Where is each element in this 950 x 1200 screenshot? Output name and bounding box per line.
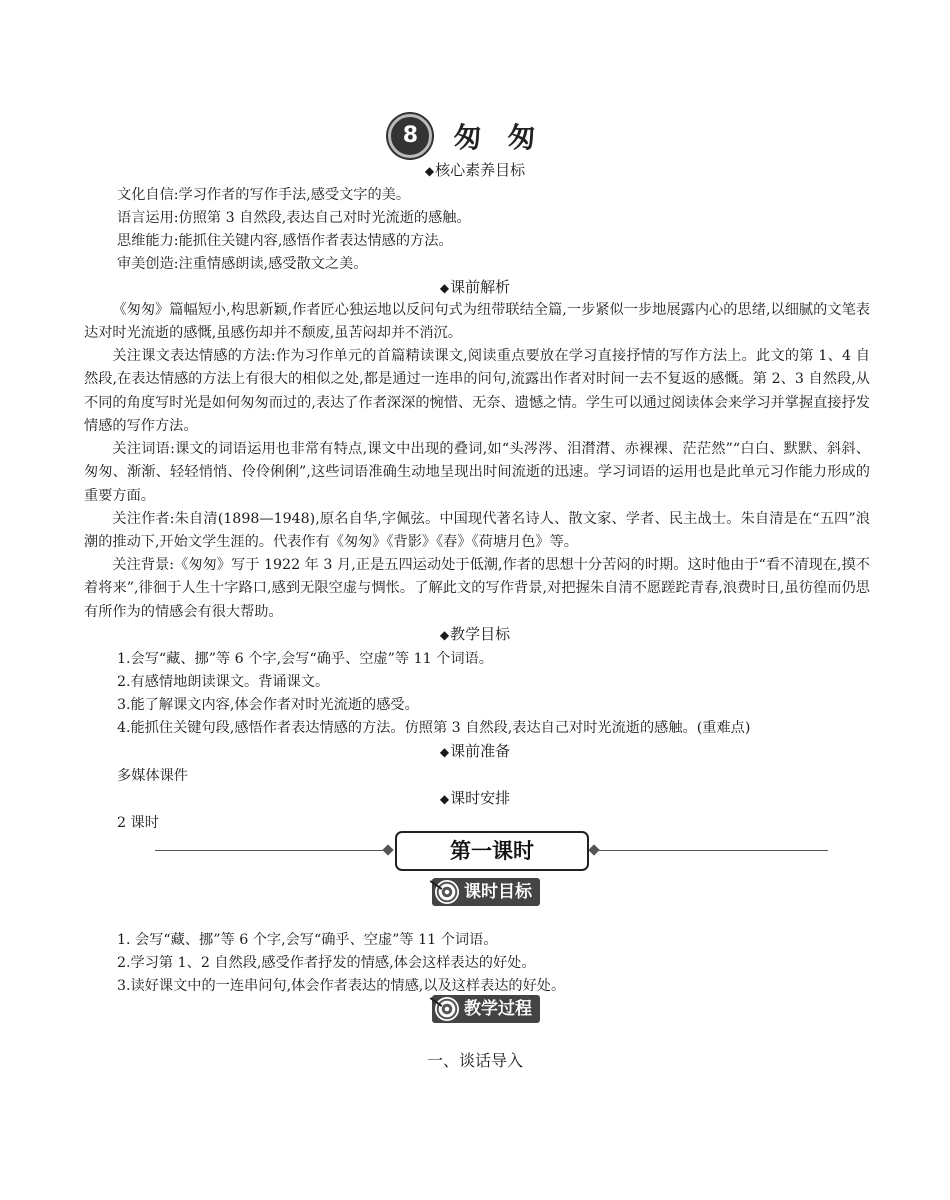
prep-heading: ◆课前准备: [439, 742, 511, 760]
period-goal-2: 2.学习第 1、2 自然段,感受作者抒发的情感,体会这样表达的好处。: [117, 955, 536, 971]
diamond-icon: ◆: [439, 628, 450, 642]
period-goal-1: 1. 会写“藏、挪”等 6 个字,会写“确乎、空虚”等 11 个词语。: [117, 932, 498, 948]
lesson-header: [0, 114, 950, 158]
analysis-paragraph-3: 关注词语:课文的词语运用也非常有特点,课文中出现的叠词,如“头涔涔、泪潸潸、赤裸裸、茫茫然”“白白、默默、斜斜、匆匆、渐渐、轻轻悄悄、伶伶俐俐”,这些词语准确生动地呈现出时间流逝的迅速。学习词语的运用也是此单元习作能力形成的重要方面。: [84, 441, 870, 504]
target-icon: [435, 997, 459, 1021]
teaching-process-badge: 教学过程: [432, 995, 540, 1023]
period-goal-3: 3.读好课文中的一连串问句,体会作者表达的情感,以及这样表达的好处。: [117, 978, 566, 994]
divider-rule-right: [598, 850, 828, 851]
analysis-heading: ◆课前解析: [439, 278, 511, 296]
first-period-divider: [0, 829, 950, 871]
period-goals-badge: 课时目标: [432, 878, 540, 906]
core-goal-2: 语言运用:仿照第 3 自然段,表达自己对时光流逝的感触。: [117, 210, 471, 226]
core-goal-3: 思维能力:能抓住关键内容,感悟作者表达情感的方法。: [117, 233, 453, 249]
lesson-title: 匆匆: [453, 121, 562, 154]
first-period-title: 第一课时: [395, 831, 589, 871]
teaching-goal-2: 2.有感情地朗读课文。背诵课文。: [117, 674, 330, 690]
lesson-number-badge: 8: [388, 114, 432, 158]
diamond-icon: ◆: [439, 745, 450, 759]
schedule-text: 2 课时: [117, 815, 159, 831]
analysis-paragraph-1: 《匆匆》篇幅短小,构思新颖,作者匠心独运地以反问句式为纽带联结全篇,一步紧似一步地展露内心的思绪,以细腻的文笔表达对时光流逝的感慨,虽感伤却并不颓废,虽苦闷却并不消沉。: [84, 302, 870, 342]
diamond-icon: ◆: [439, 281, 450, 295]
step-heading: 一、谈话导入: [426, 1051, 523, 1070]
analysis-paragraph-5: 关注背景:《匆匆》写于 1922 年 3 月,正是五四运动处于低潮,作者的思想十分苦闷的时期。这时他由于“看不清现在,摸不着将来”,徘徊于人生十字路口,感到无限空虚与惆怅。了解此文的写作背景,对把握朱自清不愿蹉跎青春,浪费时日,虽彷徨而仍思有所作为的情感会有很大帮助。: [84, 557, 870, 620]
diamond-icon: ◆: [424, 164, 435, 178]
analysis-paragraph-2: 关注课文表达情感的方法:作为习作单元的首篇精读课文,阅读重点要放在学习直接抒情的写作方法上。此文的第 1、4 自然段,在表达情感的方法上有很大的相似之处,都是通过一连串的问句,流露出作者对时间一去不复返的感慨。第 2、3 自然段,从不同的角度写时光是如何匆匆而过的,表达了作者深深的惋惜、无奈、遗憾之情。学生可以通过阅读体会来学习并掌握直接抒发情感的写作方法。: [84, 348, 870, 434]
prep-text: 多媒体课件: [117, 768, 188, 784]
diamond-icon: ◆: [439, 792, 450, 806]
core-goal-4: 审美创造:注重情感朗读,感受散文之美。: [117, 256, 368, 272]
schedule-heading: ◆课时安排: [439, 789, 511, 807]
analysis-paragraph-4: 关注作者:朱自清(1898—1948),原名自华,字佩弦。中国现代著名诗人、散文家、学者、民主战士。朱自清是在“五四”浪潮的推动下,开始文学生涯的。代表作有《匆匆》《背影》《春》《荷塘月色》等。: [84, 511, 870, 551]
teaching-goal-4: 4.能抓住关键句段,感悟作者表达情感的方法。仿照第 3 自然段,表达自己对时光流逝的感触。(重难点): [117, 720, 751, 736]
divider-dot-left: [382, 844, 393, 855]
teaching-goal-1: 1.会写“藏、挪”等 6 个字,会写“确乎、空虚”等 11 个词语。: [117, 651, 493, 667]
core-goals-heading: ◆核心素养目标: [424, 161, 526, 179]
teaching-goal-3: 3.能了解课文内容,体会作者对时光流逝的感受。: [117, 697, 419, 713]
divider-rule-left: [155, 850, 388, 851]
core-goal-1: 文化自信:学习作者的写作手法,感受文字的美。: [117, 187, 411, 203]
target-icon: [435, 880, 459, 904]
teaching-goals-heading: ◆教学目标: [439, 625, 511, 643]
